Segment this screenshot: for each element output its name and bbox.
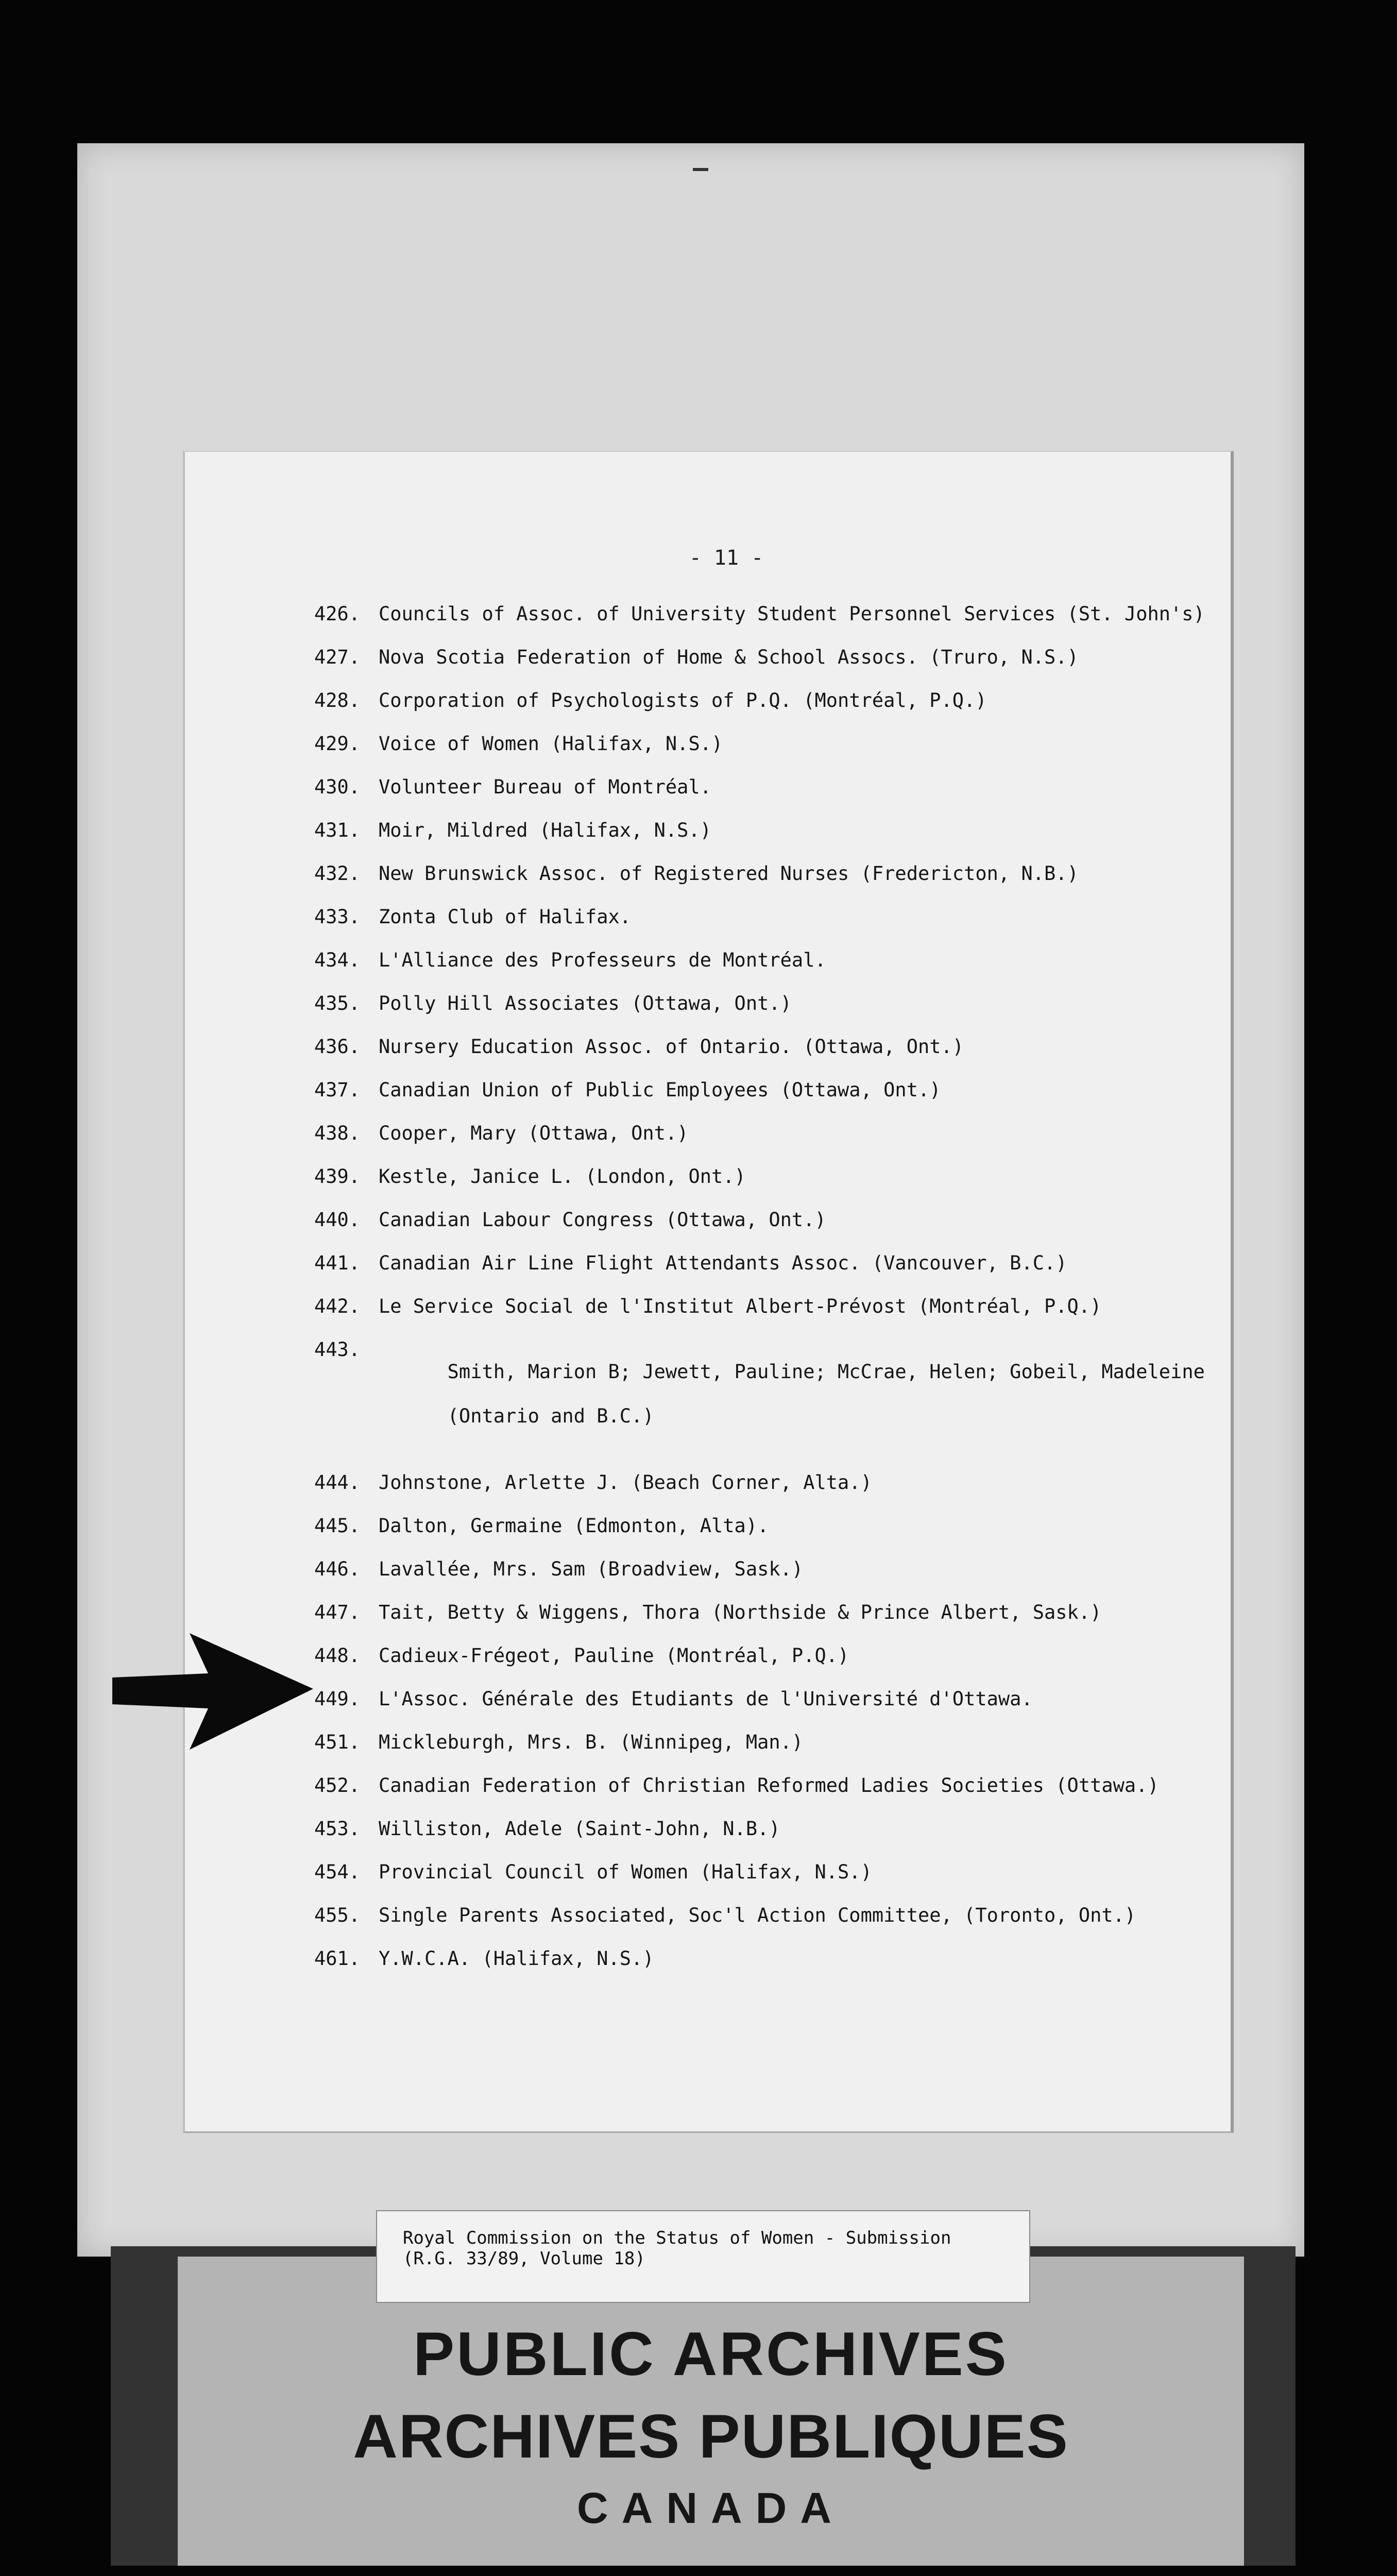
- entry-text: Nursery Education Assoc. of Ontario. (Ottawa, Ont.): [379, 1036, 964, 1058]
- list-item: [314, 1165, 1221, 1188]
- entry-number: 430.: [314, 776, 361, 798]
- entry-number: 445.: [314, 1515, 361, 1537]
- list-item: [314, 603, 1221, 625]
- list-item: [314, 1252, 1221, 1274]
- entry-number: 428.: [314, 689, 361, 711]
- entry-text: Cooper, Mary (Ottawa, Ont.): [379, 1122, 689, 1144]
- entry-text: Mickleburgh, Mrs. B. (Winnipeg, Man.): [379, 1731, 804, 1753]
- entry-text: Dalton, Germaine (Edmonton, Alta).: [379, 1515, 769, 1537]
- entry-number: 446.: [314, 1558, 361, 1580]
- list-item: [314, 646, 1221, 668]
- entry-text: Corporation of Psychologists of P.Q. (Montréal, P.Q.): [379, 689, 987, 711]
- entry-number: 449.: [314, 1688, 361, 1710]
- entry-text: Cadieux-Frégeot, Pauline (Montréal, P.Q.): [379, 1645, 849, 1667]
- entry-text-continuation: (Ontario and B.C.): [447, 1405, 654, 1427]
- entry-number: 426.: [314, 603, 361, 625]
- list-item: [314, 1295, 1221, 1317]
- entry-number: 454.: [314, 1861, 361, 1883]
- entry-text: L'Assoc. Générale des Etudiants de l'Université d'Ottawa.: [379, 1688, 1033, 1710]
- list-item: [314, 1774, 1221, 1797]
- list-item: [314, 1515, 1221, 1537]
- submission-list: [314, 603, 1221, 1991]
- entry-number: 441.: [314, 1252, 361, 1274]
- list-item: [314, 1471, 1221, 1494]
- archive-stamp-country: CANADA: [577, 2484, 845, 2532]
- entry-number: 432.: [314, 862, 361, 885]
- entry-number: 434.: [314, 949, 361, 971]
- entry-number: 427.: [314, 646, 361, 668]
- entry-number: 452.: [314, 1774, 361, 1797]
- entry-number: 433.: [314, 906, 361, 928]
- list-item: [314, 1861, 1221, 1883]
- entry-text: Smith, Marion B; Jewett, Pauline; McCrae, Helen; Gobeil, Madeleine: [447, 1361, 1205, 1383]
- entry-number: 442.: [314, 1295, 361, 1317]
- entry-text: New Brunswick Assoc. of Registered Nurses (Fredericton, N.B.): [379, 862, 1079, 885]
- reference-label-volume: (R.G. 33/89, Volume 18): [403, 2248, 645, 2269]
- entry-text: L'Alliance des Professeurs de Montréal.: [379, 949, 826, 971]
- list-item: [314, 819, 1221, 841]
- entry-text: Canadian Union of Public Employees (Ottawa, Ont.): [379, 1079, 941, 1101]
- list-item: [314, 1122, 1221, 1144]
- list-item: [314, 1036, 1221, 1058]
- entry-text: Zonta Club of Halifax.: [379, 906, 632, 928]
- entry-text: Polly Hill Associates (Ottawa, Ont.): [379, 992, 792, 1014]
- list-item: [314, 776, 1221, 798]
- entry-number: 461.: [314, 1947, 361, 1970]
- reference-label: [376, 2210, 1030, 2303]
- entry-text: Provincial Council of Women (Halifax, N.S.): [379, 1861, 872, 1883]
- entry-text: Single Parents Associated, Soc'l Action Committee, (Toronto, Ont.): [379, 1904, 1136, 1926]
- entry-number: 440.: [314, 1209, 361, 1231]
- entry-number: 451.: [314, 1731, 361, 1753]
- entry-text-block: [379, 1338, 1205, 1449]
- entry-text: Johnstone, Arlette J. (Beach Corner, Alta.): [379, 1471, 872, 1494]
- entry-text: Le Service Social de l'Institut Albert-Prévost (Montréal, P.Q.): [379, 1295, 1102, 1317]
- entry-number: 444.: [314, 1471, 361, 1494]
- list-item: [314, 1904, 1221, 1926]
- entry-number: 438.: [314, 1122, 361, 1144]
- entry-text: Nova Scotia Federation of Home & School Assocs. (Truro, N.S.): [379, 646, 1079, 668]
- entry-text: Canadian Labour Congress (Ottawa, Ont.): [379, 1209, 826, 1231]
- list-item: [314, 1688, 1221, 1710]
- list-item: [314, 1079, 1221, 1101]
- list-item: [314, 1818, 1221, 1840]
- list-item: [314, 1645, 1221, 1667]
- list-item: [314, 1558, 1221, 1580]
- entry-number: 447.: [314, 1601, 361, 1623]
- archive-stamp-french: ARCHIVES PUBLIQUES: [353, 2402, 1069, 2471]
- board-mark: [693, 168, 708, 171]
- entry-number: 435.: [314, 992, 361, 1014]
- page-number: - 11 -: [689, 546, 764, 570]
- entry-number: 455.: [314, 1904, 361, 1926]
- list-item: [314, 1601, 1221, 1623]
- list-item: [314, 992, 1221, 1014]
- list-item: [314, 906, 1221, 928]
- list-item: [314, 1731, 1221, 1753]
- list-item: [314, 1338, 1221, 1449]
- entry-text: Kestle, Janice L. (London, Ont.): [379, 1165, 746, 1188]
- list-item: [314, 862, 1221, 885]
- entry-text: Lavallée, Mrs. Sam (Broadview, Sask.): [379, 1558, 804, 1580]
- list-item: [314, 1209, 1221, 1231]
- arrow-pointer-icon: [112, 1633, 313, 1750]
- entry-number: 453.: [314, 1818, 361, 1840]
- list-item: [314, 689, 1221, 711]
- entry-number: 439.: [314, 1165, 361, 1188]
- entry-text: Williston, Adele (Saint-John, N.B.): [379, 1818, 780, 1840]
- entry-text: Tait, Betty & Wiggens, Thora (Northside & Prince Albert, Sask.): [379, 1601, 1102, 1623]
- list-item: [314, 1947, 1221, 1970]
- entry-text: Voice of Women (Halifax, N.S.): [379, 733, 723, 755]
- list-item: [314, 733, 1221, 755]
- entry-text: Moir, Mildred (Halifax, N.S.): [379, 819, 712, 841]
- entry-text: Councils of Assoc. of University Student Personnel Services (St. John's): [379, 603, 1205, 625]
- list-item: [314, 949, 1221, 971]
- entry-number: 443.: [314, 1338, 361, 1361]
- entry-text: Canadian Air Line Flight Attendants Assoc. (Vancouver, B.C.): [379, 1252, 1067, 1274]
- entry-number: 431.: [314, 819, 361, 841]
- entry-text: Y.W.C.A. (Halifax, N.S.): [379, 1947, 654, 1970]
- entry-number: 436.: [314, 1036, 361, 1058]
- entry-number: 448.: [314, 1645, 361, 1667]
- archive-stamp-english: PUBLIC ARCHIVES: [413, 2319, 1009, 2388]
- entry-number: 429.: [314, 733, 361, 755]
- reference-label-title: Royal Commission on the Status of Women - Submission: [403, 2228, 951, 2248]
- entry-number: 437.: [314, 1079, 361, 1101]
- entry-text: Canadian Federation of Christian Reformed Ladies Societies (Ottawa.): [379, 1774, 1159, 1797]
- entry-text: Volunteer Bureau of Montréal.: [379, 776, 712, 798]
